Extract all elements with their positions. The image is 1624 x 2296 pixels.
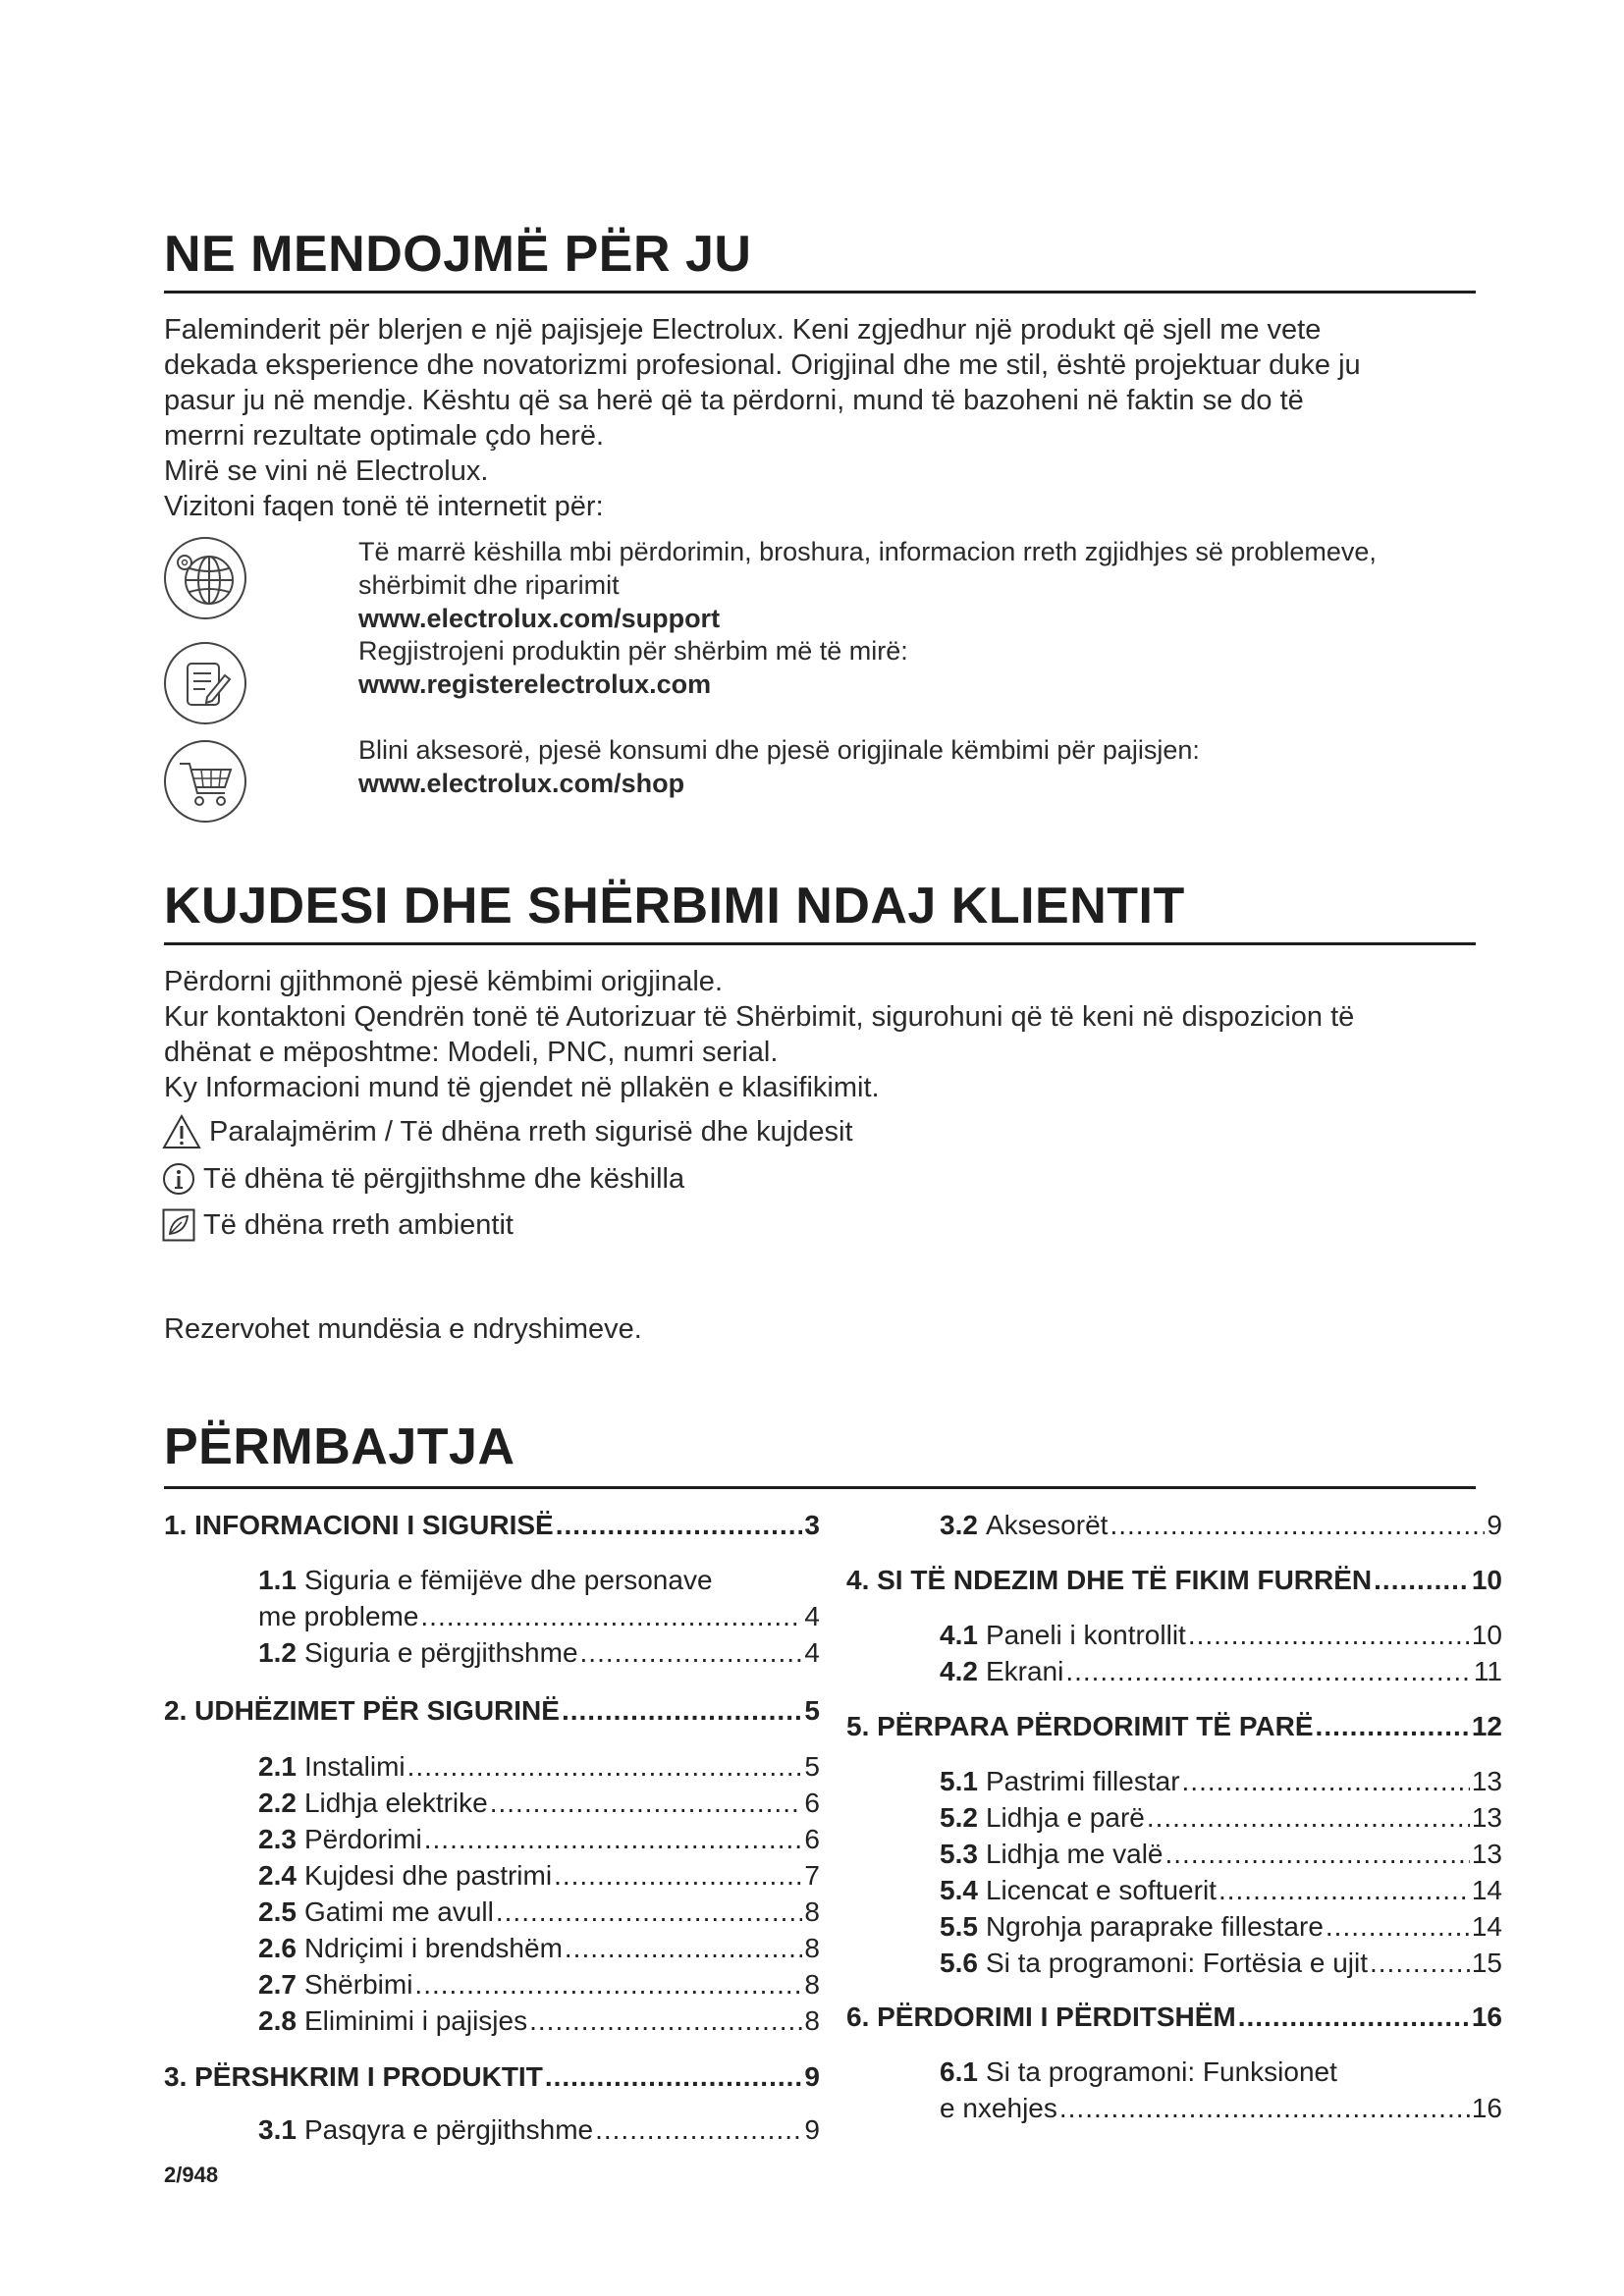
toc-page: 5 <box>804 1751 820 1782</box>
paragraph-line: pasur ju në mendje. Kështu që sa herë që ta përdorni, mund të bazoheni në faktin se do të <box>164 385 1304 416</box>
toc-label: Ekrani <box>985 1656 1064 1686</box>
toc-page: 6 <box>804 1824 820 1854</box>
toc-entry[interactable] <box>258 1822 820 1857</box>
cart-icon <box>162 738 248 825</box>
toc-label: Kujdesi dhe pastrimi <box>303 1860 553 1891</box>
toc-label: Aksesorët <box>985 1510 1109 1540</box>
toc-page: 13 <box>1471 1802 1502 1833</box>
shop-url-link[interactable]: www.electrolux.com/shop <box>358 769 685 798</box>
legend-info <box>162 1161 684 1197</box>
section-divider <box>164 1486 1476 1489</box>
toc-number: 2.3 <box>258 1824 297 1854</box>
paragraph-line: Mirë se vini në Electrolux. <box>164 455 489 487</box>
warning-icon <box>162 1114 201 1149</box>
toc-label: Siguria e fëmijëve dhe personave <box>303 1565 713 1595</box>
toc-entry[interactable] <box>258 1967 820 2002</box>
toc-number: 3.1 <box>258 2114 297 2145</box>
toc-page: 5 <box>804 1695 820 1726</box>
toc-label: Eliminimi i pajisjes <box>303 2005 528 2036</box>
toc-page: 10 <box>1471 1565 1502 1595</box>
toc-label: Siguria e përgjithshme <box>303 1637 578 1668</box>
toc-number: 1.1 <box>258 1565 297 1595</box>
toc-label: Shërbimi <box>303 1969 413 2000</box>
register-description: Regjistrojeni produktin për shërbim më të mirë: <box>358 636 908 666</box>
customer-care-paragraph <box>164 964 1480 1105</box>
toc-label: 1. INFORMACIONI I SIGURISË <box>164 1510 554 1540</box>
toc-label: 4. SI TË NDEZIM DHE TË FIKIM FURRËN <box>846 1565 1373 1595</box>
shop-link-row <box>358 733 1200 800</box>
toc-entry[interactable] <box>258 2112 820 2148</box>
toc-entry[interactable] <box>846 2000 1502 2035</box>
toc-label: Pasqyra e përgjithshme <box>303 2114 594 2145</box>
support-description: shërbimit dhe riparimit <box>358 570 620 600</box>
toc-label: Gatimi me avull <box>303 1896 494 1927</box>
toc-page: 8 <box>804 1896 820 1927</box>
toc-entry[interactable] <box>940 1873 1502 1908</box>
toc-page: 10 <box>1471 1620 1502 1650</box>
section-title-customer-care: KUJDESI DHE SHËRBIMI NDAJ KLIENTIT <box>164 878 1185 934</box>
toc-entry[interactable] <box>940 1654 1502 1689</box>
toc-page: 7 <box>804 1860 820 1891</box>
toc-page: 16 <box>1471 2093 1502 2123</box>
toc-number: 2.5 <box>258 1896 297 1927</box>
toc-label: Lidhja elektrike <box>303 1788 488 1818</box>
support-url-link[interactable]: www.electrolux.com/support <box>358 604 721 633</box>
info-icon <box>162 1162 195 1196</box>
toc-entry[interactable] <box>258 1635 820 1671</box>
register-icon <box>162 640 248 726</box>
toc-entry[interactable] <box>164 2059 820 2095</box>
toc-label: Instalimi <box>303 1751 406 1782</box>
toc-label: Përdorimi <box>303 1824 422 1854</box>
toc-title: PËRMBAJTJA <box>164 1418 515 1475</box>
legend-text: Paralajmërim / Të dhëna rreth sigurisë dhe kujdesit <box>209 1116 853 1148</box>
toc-number: 1.2 <box>258 1637 297 1668</box>
toc-number: 2.4 <box>258 1860 297 1891</box>
toc-label: 5. PËRPARA PËRDORIMIT TË PARË <box>846 1711 1314 1741</box>
toc-label: Pastrimi fillestar <box>985 1766 1180 1796</box>
toc-entry[interactable] <box>258 1563 820 1598</box>
toc-entry[interactable] <box>940 1508 1502 1543</box>
toc-label: Lidhja me valë <box>985 1839 1164 1869</box>
register-link-row <box>358 634 908 701</box>
toc-label: me probleme <box>258 1601 419 1631</box>
paragraph-line: merrni rezultate optimale çdo herë. <box>164 420 605 452</box>
paragraph-line: Kur kontaktoni Qendrën tonë të Autorizuar të Shërbimit, sigurohuni që të keni në dispozicion të <box>164 1001 1355 1033</box>
toc-page: 6 <box>804 1788 820 1818</box>
page-number: 2/948 <box>164 2163 219 2187</box>
toc-number: 2.8 <box>258 2005 297 2036</box>
toc-entry[interactable] <box>940 1618 1502 1653</box>
toc-number: 5.6 <box>940 1948 978 1978</box>
toc-number: 4.1 <box>940 1620 978 1650</box>
support-description: Të marrë këshilla mbi përdorimin, broshura, informacion rreth zgjidhjes së problemeve, <box>358 537 1377 566</box>
globe-icon <box>162 535 248 621</box>
section-divider <box>164 942 1476 945</box>
toc-number: 2.1 <box>258 1751 297 1782</box>
toc-page: 12 <box>1471 1711 1502 1741</box>
toc-number: 3.2 <box>940 1510 978 1540</box>
toc-number: 2.2 <box>258 1788 297 1818</box>
toc-entry-continued[interactable] <box>258 1599 820 1634</box>
toc-label: Ndriçimi i brendshëm <box>303 1933 563 1963</box>
toc-entry[interactable] <box>940 1764 1502 1799</box>
toc-page: 15 <box>1471 1948 1502 1978</box>
toc-label: 2. UDHËZIMET PËR SIGURINË <box>164 1695 560 1726</box>
section-title-thinking-of-you: NE MENDOJMË PËR JU <box>164 226 752 283</box>
intro-paragraph <box>164 312 1480 524</box>
toc-entry[interactable] <box>940 2055 1502 2090</box>
toc-entry[interactable] <box>940 1946 1502 1981</box>
toc-page: 8 <box>804 1969 820 2000</box>
toc-number: 5.3 <box>940 1839 978 1869</box>
toc-number: 4.2 <box>940 1656 978 1686</box>
paragraph-line: Faleminderit për blerjen e një pajisjeje Electrolux. Keni zgjedhur një produkt që sjell me vete <box>164 314 1322 346</box>
paragraph-line: dhënat e mëposhtme: Modeli, PNC, numri serial. <box>164 1037 779 1068</box>
toc-page: 11 <box>1473 1656 1502 1686</box>
register-url-link[interactable]: www.registerelectrolux.com <box>358 669 712 699</box>
paragraph-line: dekada eksperience dhe novatorizmi profesional. Origjinal dhe me stil, është projektuar duke ju <box>164 349 1361 381</box>
paragraph-line: Përdorni gjithmonë pjesë këmbimi origjinale. <box>164 966 723 997</box>
toc-number: 6.1 <box>940 2056 978 2087</box>
toc-label: 6. PËRDORIMI I PËRDITSHËM <box>846 2002 1236 2032</box>
legend-environment <box>162 1207 514 1243</box>
paragraph-line: Ky Informacioni mund të gjendet në pllakën e klasifikimit. <box>164 1072 880 1103</box>
toc-entry[interactable] <box>258 1895 820 1930</box>
toc-page: 8 <box>804 2005 820 2036</box>
toc-entry[interactable] <box>258 2003 820 2039</box>
toc-entry[interactable] <box>164 1508 820 1543</box>
toc-page: 13 <box>1471 1839 1502 1869</box>
toc-label: 3. PËRSHKRIM I PRODUKTIT <box>164 2061 543 2092</box>
toc-label: Si ta programoni: Fortësia e ujit <box>985 1948 1368 1978</box>
toc-label: Licencat e softuerit <box>985 1875 1217 1905</box>
toc-number: 2.6 <box>258 1933 297 1963</box>
toc-number: 2.7 <box>258 1969 297 2000</box>
toc-number: 5.5 <box>940 1911 978 1942</box>
toc-label: Paneli i kontrollit <box>985 1620 1186 1650</box>
toc-entry[interactable] <box>164 1693 820 1729</box>
toc-page: 4 <box>804 1601 820 1631</box>
paragraph-line: Vizitoni faqen tonë të internetit për: <box>164 491 604 522</box>
toc-entry[interactable] <box>940 1837 1502 1872</box>
toc-page: 16 <box>1471 2002 1502 2032</box>
toc-page: 3 <box>804 1510 820 1540</box>
toc-label: Si ta programoni: Funksionet <box>985 2056 1337 2087</box>
environment-icon <box>162 1208 195 1242</box>
toc-label: e nxehjes <box>940 2093 1057 2123</box>
toc-entry[interactable] <box>258 1931 820 1966</box>
support-link-row <box>358 535 1377 635</box>
toc-label: Ngrohja paraprake fillestare <box>985 1911 1324 1942</box>
changes-reserved-note: Rezervohet mundësia e ndryshimeve. <box>164 1313 642 1345</box>
toc-entry[interactable] <box>258 1858 820 1894</box>
toc-entry[interactable] <box>846 1563 1502 1598</box>
toc-entry[interactable] <box>940 1909 1502 1945</box>
toc-number: 5.4 <box>940 1875 978 1905</box>
toc-entry[interactable] <box>846 1709 1502 1744</box>
legend-text: Të dhëna të përgjithshme dhe këshilla <box>203 1163 685 1195</box>
legend-warning <box>162 1114 853 1149</box>
toc-page: 8 <box>804 1933 820 1963</box>
toc-number: 5.2 <box>940 1802 978 1833</box>
toc-entry-continued[interactable] <box>940 2091 1502 2126</box>
toc-page: 9 <box>804 2061 820 2092</box>
toc-page: 4 <box>804 1637 820 1668</box>
legend-text: Të dhëna rreth ambientit <box>203 1209 514 1241</box>
toc-page: 9 <box>804 2114 820 2145</box>
toc-label: Lidhja e parë <box>985 1802 1145 1833</box>
toc-entry[interactable] <box>940 1800 1502 1836</box>
shop-description: Blini aksesorë, pjesë konsumi dhe pjesë origjinale këmbimi për pajisjen: <box>358 735 1200 765</box>
toc-page: 14 <box>1471 1875 1502 1905</box>
toc-number: 5.1 <box>940 1766 978 1796</box>
toc-entry[interactable] <box>258 1749 820 1785</box>
toc-entry[interactable] <box>258 1786 820 1821</box>
toc-page: 13 <box>1471 1766 1502 1796</box>
toc-page: 9 <box>1487 1510 1502 1540</box>
toc-page: 14 <box>1471 1911 1502 1942</box>
section-divider <box>164 291 1476 294</box>
